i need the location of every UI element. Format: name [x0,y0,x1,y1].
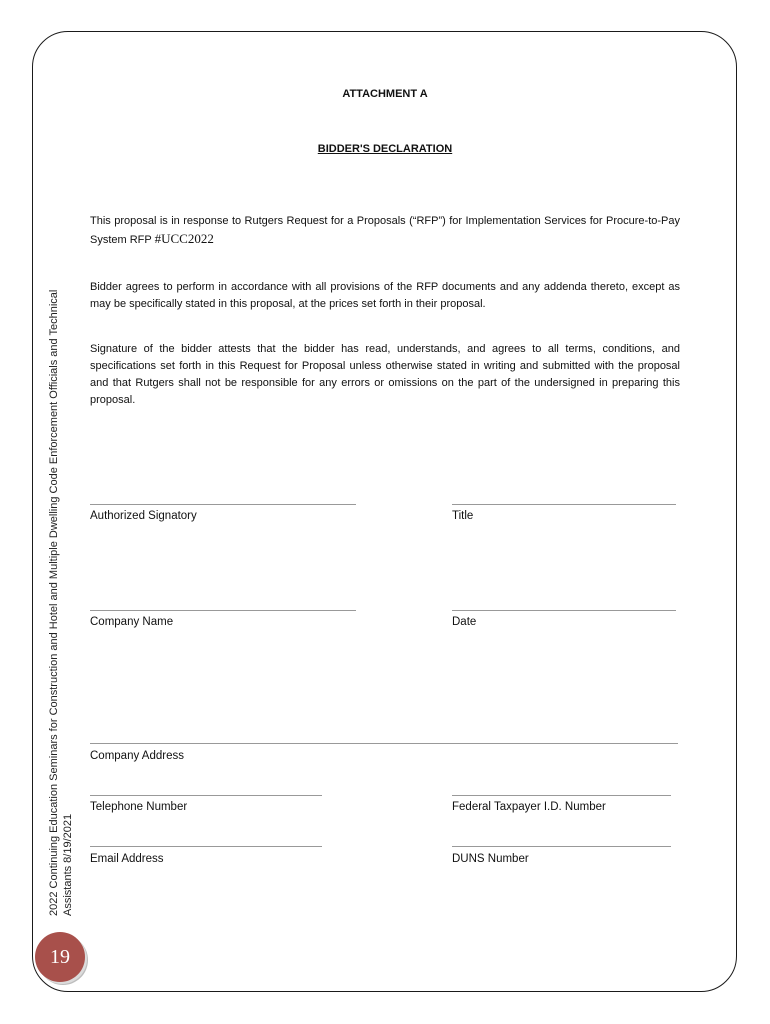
title-line[interactable] [452,504,676,505]
rfp-number: #UCC2022 [154,231,214,246]
page-number-badge [35,932,85,982]
title-label: Title [452,510,474,522]
proposal-text: This proposal is in response to Rutgers Request for a Proposals (“RFP”) for Implementation Services for Procure-to-Pay System RFP [90,215,680,246]
attachment-heading: ATTACHMENT A [342,88,428,100]
company-address-label: Company Address [90,750,184,762]
company-name-line[interactable] [90,610,356,611]
date-label: Date [452,616,477,628]
duns-label: DUNS Number [452,853,529,865]
taxpayer-id-line[interactable] [452,795,671,796]
attestation-paragraph: Signature of the bidder attests that the bidder has read, understands, and agrees to all terms, conditions, and specifications set forth in this Request for Proposal unless otherwise stated in writing and submitted with the proposal and that Rutgers shall not be responsible for any errors or omissions on the part of the undersigned in preparing this proposal. [90,343,680,406]
email-label: Email Address [90,853,164,865]
sidebar-caption [47,196,81,916]
page-number: 19 [50,946,70,968]
duns-line[interactable] [452,846,671,847]
authorized-signatory-label: Authorized Signatory [90,510,197,522]
proposal-paragraph [90,213,680,249]
taxpayer-id-label: Federal Taxpayer I.D. Number [452,801,606,813]
agreement-paragraph: Bidder agrees to perform in accordance with all provisions of the RFP documents and any addenda thereto, except as may be specifically stated in this proposal, at the prices set forth in their proposal. [90,281,680,310]
sidebar-caption-line2: Assistants 8/19/2021 [62,813,74,916]
telephone-line[interactable] [90,795,322,796]
email-line[interactable] [90,846,322,847]
company-name-label: Company Name [90,616,174,628]
date-line[interactable] [452,610,676,611]
company-address-line[interactable] [90,743,678,744]
declaration-heading: BIDDER'S DECLARATION [317,143,453,155]
sidebar-caption-line1: 2022 Continuing Education Seminars for Construction and Hotel and Multiple Dwelling Code Enforcement Officials and Technical [48,289,60,916]
telephone-label: Telephone Number [90,801,188,813]
signatory-line[interactable] [90,504,356,505]
